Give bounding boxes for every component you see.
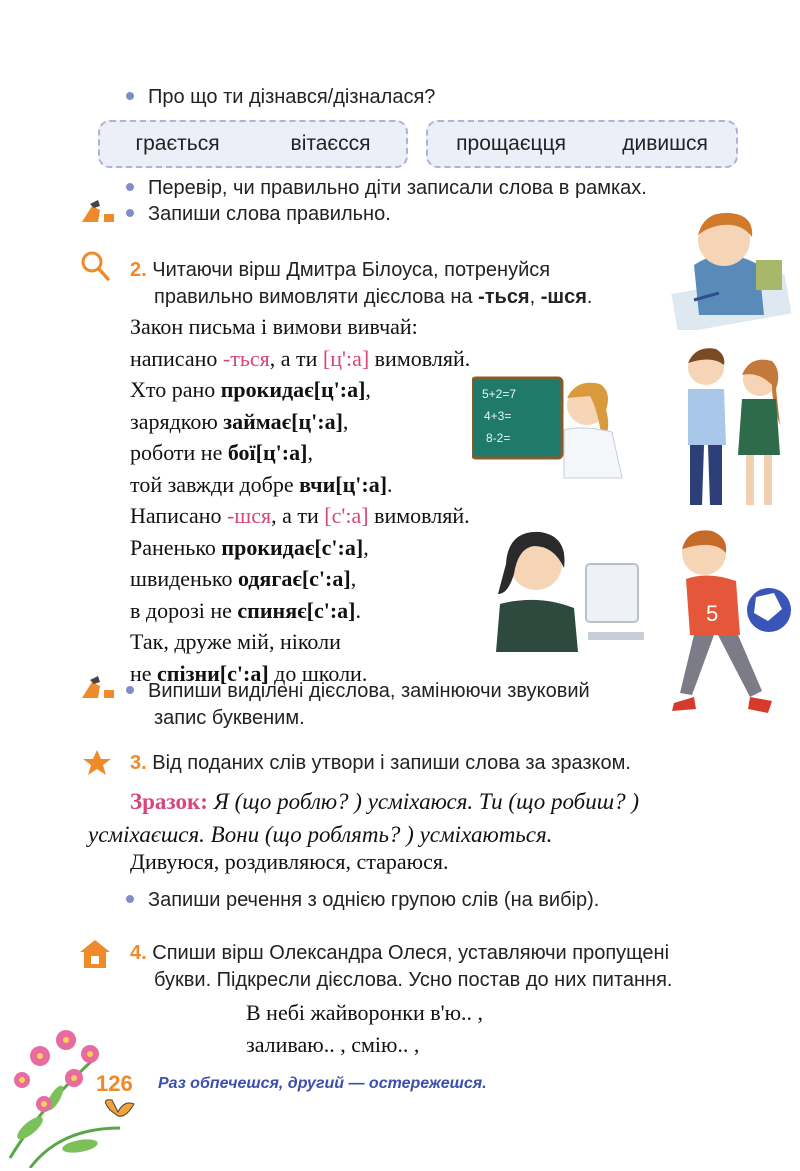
task-4-line2: букви. Підкресли дієслова. Усно постав до них питання. bbox=[154, 969, 673, 991]
boy-football-illustration bbox=[664, 525, 794, 715]
poem-text: Так, друже мій, ніколи bbox=[130, 629, 341, 654]
poem-text: вимовляй. bbox=[369, 345, 471, 371]
poem-text: , bbox=[342, 408, 349, 434]
poem-bold: займає[ц':а] bbox=[223, 408, 343, 434]
poem-line bbox=[130, 626, 470, 658]
home-icon bbox=[78, 938, 112, 970]
box-word: грається bbox=[135, 132, 220, 155]
box-word: дивишся bbox=[622, 132, 708, 155]
box-word: прощаєцця bbox=[456, 132, 566, 155]
poem-bold: прокидає[с':а] bbox=[221, 534, 364, 560]
poem-bold: прокидає[ц':а] bbox=[220, 377, 366, 402]
poem-text: вимовляй. bbox=[368, 503, 470, 528]
write-out-block bbox=[126, 678, 590, 732]
poem-line bbox=[130, 437, 470, 469]
page-number: 126 bbox=[96, 1071, 133, 1096]
poem-text: написано bbox=[130, 345, 223, 371]
task-3-text: Від поданих слів утвори і запиши слова за зразком. bbox=[152, 752, 631, 774]
write-text: Запиши слова правильно. bbox=[148, 203, 391, 225]
poem-line bbox=[130, 406, 470, 438]
poem-text: , bbox=[365, 377, 371, 402]
box-word: вітаєсся bbox=[290, 132, 371, 155]
poem-bold: спізни[с':а] bbox=[157, 660, 269, 686]
task-4-line1: Спиши вірш Олександра Олеся, уставляючи пропущені bbox=[152, 942, 670, 964]
sample-line2: усміхаєшся. Вони (що роблять? ) усміхаються. bbox=[88, 822, 553, 847]
write-line bbox=[126, 203, 391, 226]
proverb: Раз обпечешся, другий — остережешся. bbox=[158, 1075, 487, 1092]
svg-text:8-2=: 8-2= bbox=[486, 431, 511, 445]
poem-line bbox=[130, 311, 470, 343]
words-text: Дивуюся, роздивляюся, стараюся. bbox=[130, 849, 449, 874]
poem bbox=[130, 311, 470, 689]
poem-text: , bbox=[350, 566, 357, 591]
poem-text: Раненько bbox=[130, 534, 222, 560]
bullet-icon bbox=[126, 92, 134, 100]
poem-text: до школи. bbox=[268, 660, 368, 686]
question-text: Про що ти дізнався/дізналася? bbox=[148, 86, 436, 108]
suffix-tsia: -ться bbox=[478, 286, 530, 308]
task-4-instruction bbox=[130, 940, 672, 994]
poem-line bbox=[130, 532, 470, 564]
poem-text: , а ти bbox=[271, 503, 325, 528]
task-number: 2. bbox=[130, 259, 147, 281]
poem-text: в дорозі не bbox=[130, 597, 238, 623]
bullet-icon bbox=[126, 209, 134, 217]
check-text: Перевір, чи правильно діти записали слова в рамках. bbox=[148, 177, 647, 199]
sample-label: Зразок: bbox=[130, 789, 208, 814]
suffix-shsia: -шся bbox=[540, 286, 587, 308]
task-number: 4. bbox=[130, 942, 147, 964]
task-4-poem bbox=[246, 997, 483, 1061]
girl-chalkboard-illustration bbox=[472, 370, 632, 480]
two-kids-illustration bbox=[676, 345, 796, 515]
task-3-bullet-text: Запиши речення з однією групою слів (на вибір). bbox=[148, 889, 600, 911]
poem-bold: вчи[ц':а] bbox=[299, 471, 388, 497]
task-3-bullet bbox=[126, 889, 599, 912]
check-line bbox=[126, 177, 647, 200]
poem-bold: одягає[с':а] bbox=[237, 566, 351, 591]
poem-text: той завжди добре bbox=[130, 471, 300, 497]
poem-text: Написано bbox=[130, 503, 227, 528]
task-2-line2: правильно вимовляти дієслова на bbox=[154, 286, 479, 308]
poem-text: . bbox=[355, 597, 361, 623]
svg-text:5: 5 bbox=[706, 601, 719, 626]
poem-text: зарядкою bbox=[130, 408, 224, 434]
poem-line bbox=[130, 595, 470, 627]
star-burst-icon bbox=[80, 748, 114, 778]
writing-hand-icon bbox=[78, 200, 118, 226]
sample-block bbox=[88, 785, 639, 851]
poem-text: швиденько bbox=[130, 566, 238, 591]
poem-bold: спиняє[с':а] bbox=[237, 597, 356, 623]
sample-line1: Я (що роблю? ) усміхаюся. Ти (що робиш? ) bbox=[207, 789, 640, 814]
bullet-icon bbox=[126, 686, 134, 694]
punct: , bbox=[529, 286, 541, 308]
task-4-poem-line2: заливаю.. , смію.. , bbox=[246, 1032, 420, 1057]
poem-text: . bbox=[387, 471, 393, 497]
task-number: 3. bbox=[130, 752, 147, 774]
punct: . bbox=[586, 286, 593, 308]
write-out-line2: запис буквеним. bbox=[154, 707, 305, 729]
writing-hand-icon bbox=[78, 676, 118, 702]
poem-pink: -шся bbox=[226, 503, 272, 528]
poem-text: Хто рано bbox=[130, 377, 221, 402]
task-3-instruction bbox=[130, 752, 631, 775]
svg-text:4+3=: 4+3= bbox=[484, 409, 512, 423]
poem-pink: [ц':а] bbox=[322, 345, 370, 371]
poem-text: не bbox=[130, 660, 158, 686]
magnifier-icon bbox=[80, 250, 110, 282]
task-2-line1: Читаючи вірш Дмитра Білоуса, потренуйся bbox=[152, 259, 551, 281]
write-out-line1: Випиши виділені дієслова, замінюючи звуковий bbox=[148, 680, 590, 702]
poem-text: Закон письма і вимови вивчай: bbox=[130, 314, 418, 339]
bullet-icon bbox=[126, 895, 134, 903]
poem-text: , bbox=[307, 440, 313, 465]
bullet-icon bbox=[126, 183, 134, 191]
word-box-1 bbox=[98, 120, 408, 168]
question-line bbox=[126, 86, 435, 109]
word-box-2 bbox=[426, 120, 738, 168]
poem-bold: бої[ц':а] bbox=[227, 440, 308, 465]
poem-line bbox=[130, 563, 470, 595]
poem-text: роботи не bbox=[130, 440, 228, 465]
poem-pink: -ться bbox=[222, 345, 270, 371]
poem-pink: [с':а] bbox=[324, 503, 369, 528]
poem-text: , а ти bbox=[269, 345, 323, 371]
girl-computer-illustration bbox=[478, 524, 648, 654]
task-2-instruction bbox=[130, 257, 592, 311]
poem-text: , bbox=[363, 534, 369, 560]
boy-writing-illustration bbox=[664, 205, 794, 330]
poem-line bbox=[130, 343, 470, 375]
poem-line bbox=[130, 469, 470, 501]
svg-text:5+2=7: 5+2=7 bbox=[482, 387, 517, 401]
words-line bbox=[130, 846, 449, 878]
poem-line bbox=[130, 374, 470, 406]
task-4-poem-line1: В небі жайворонки в'ю.. , bbox=[246, 1000, 484, 1025]
poem-line bbox=[130, 500, 470, 532]
